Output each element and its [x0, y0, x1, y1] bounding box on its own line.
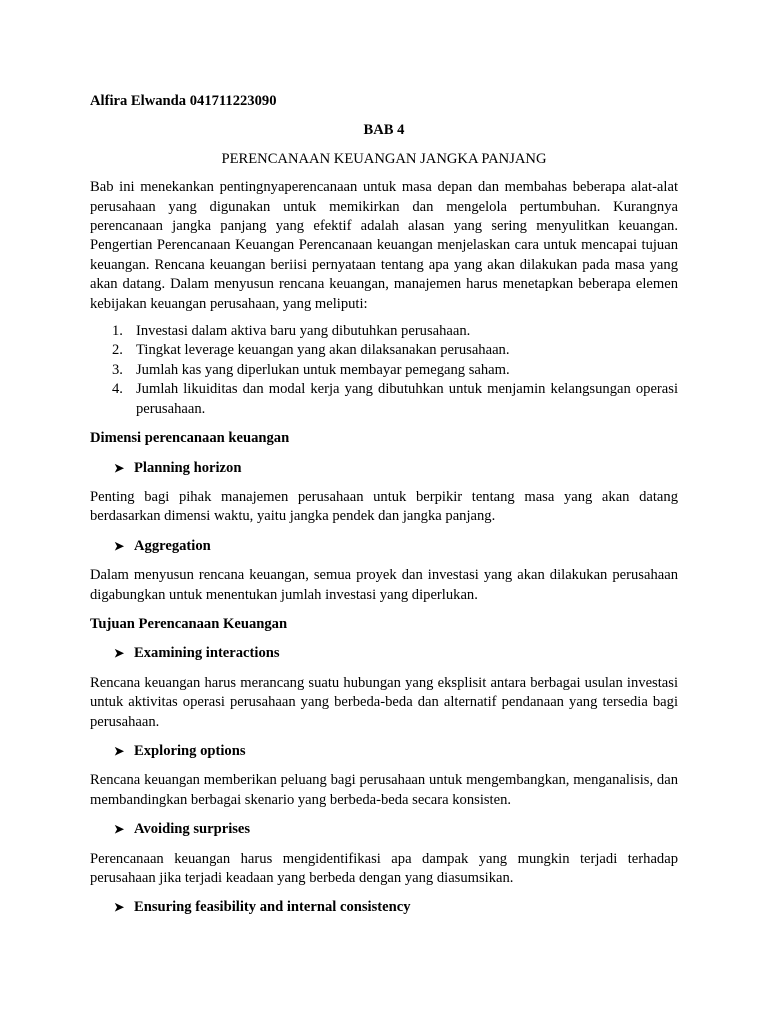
- paragraph-planning-horizon: Penting bagi pihak manajemen perusahaan untuk berpikir tentang masa yang akan datang berdasarkan dimensi waktu, yaitu jangka pendek dan jangka panjang.: [90, 488, 678, 525]
- list-text: Jumlah likuiditas dan modal kerja yang dibutuhkan untuk menjamin kelangsungan operasi perusahaan.: [136, 381, 678, 417]
- list-number: 1.: [112, 323, 123, 340]
- bullet-ensuring-feasibility: [90, 898, 678, 917]
- arrow-bullet-icon: ➤: [114, 822, 125, 837]
- bullet-exploring-options: [90, 742, 678, 761]
- arrow-bullet-icon: ➤: [114, 646, 125, 661]
- paragraph-aggregation: Dalam menyusun rencana keuangan, semua proyek dan investasi yang akan dilakukan perusahaan digabungkan untuk menentukan jumlah investasi yang diperlukan.: [90, 567, 678, 603]
- list-text: Tingkat leverage keuangan yang akan dilaksanakan perusahaan.: [136, 342, 510, 359]
- paragraph-examining-interactions: Rencana keuangan harus merancang suatu hubungan yang eksplisit antara berbagai usulan investasi untuk aktivitas operasi perusahaan yang berbeda-beda dan alternatif pendanaan yang tersedia bagi perusahaan.: [90, 674, 678, 730]
- bullet-label: Exploring options: [134, 742, 246, 759]
- list-item: [90, 380, 678, 419]
- bullet-label: Planning horizon: [134, 459, 242, 476]
- bullet-label: Ensuring feasibility and internal consistency: [134, 899, 411, 916]
- arrow-bullet-icon: ➤: [114, 743, 125, 758]
- list-item: [90, 361, 678, 380]
- bullet-planning-horizon: [90, 459, 678, 478]
- arrow-bullet-icon: ➤: [114, 900, 125, 915]
- list-text: Jumlah kas yang diperlukan untuk membayar pemegang saham.: [136, 361, 510, 378]
- policy-list: [90, 322, 678, 419]
- arrow-bullet-icon: ➤: [114, 460, 125, 475]
- author-line: Alfira Elwanda 041711223090: [90, 93, 277, 109]
- paragraph-avoiding-surprises: Perencanaan keuangan harus mengidentifikasi apa dampak yang mungkin terjadi terhadap perusahaan jika terjadi keadaan yang berbeda dengan yang diasumsikan.: [90, 850, 678, 886]
- document-title: PERENCANAAN KEUANGAN JANGKA PANJANG: [221, 150, 547, 167]
- bullet-label: Examining interactions: [134, 645, 280, 662]
- paragraph-exploring-options: Rencana keuangan memberikan peluang bagi perusahaan untuk mengembangkan, menganalisis, dan membandingkan berbagai skenario yang berbeda-beda secara konsisten.: [90, 772, 678, 808]
- list-number: 3.: [112, 361, 123, 378]
- section-heading-dimensi: Dimensi perencanaan keuangan: [90, 430, 290, 447]
- list-number: 2.: [112, 342, 123, 359]
- intro-paragraph: Bab ini menekankan pentingnyaperencanaan untuk masa depan dan membahas beberapa alat-alat perusahaan yang digunakan untuk memikirkan dan mengelola pertumbuhan. Kurangnya perencanaan jangka panjang yang efektif adalah alasan yang sering menyulitkan keuangan. Pengertian Perencanaan Keuangan Perencanaan keuangan menjelaskan cara untuk mencapai tujuan keuangan. Rencana keuangan beriisi pernyataan tentang apa yang akan dilakukan pada masa yang akan datang. Dalam menyusun rencana keuangan, manajemen harus menetapkan beberapa elemen kebijakan keuangan perusahaan, yang meliputi:: [90, 179, 678, 312]
- arrow-bullet-icon: ➤: [114, 538, 125, 553]
- list-text: Investasi dalam aktiva baru yang dibutuhkan perusahaan.: [136, 323, 471, 340]
- list-item: [90, 322, 678, 341]
- bullet-aggregation: [90, 537, 678, 556]
- bullet-label: Aggregation: [134, 537, 211, 554]
- bullet-examining-interactions: [90, 644, 678, 663]
- list-number: 4.: [112, 381, 123, 398]
- chapter-heading: BAB 4: [363, 122, 405, 139]
- section-heading-tujuan: Tujuan Perencanaan Keuangan: [90, 615, 288, 632]
- bullet-avoiding-surprises: [90, 820, 678, 839]
- bullet-label: Avoiding surprises: [134, 821, 251, 838]
- list-item: [90, 341, 678, 360]
